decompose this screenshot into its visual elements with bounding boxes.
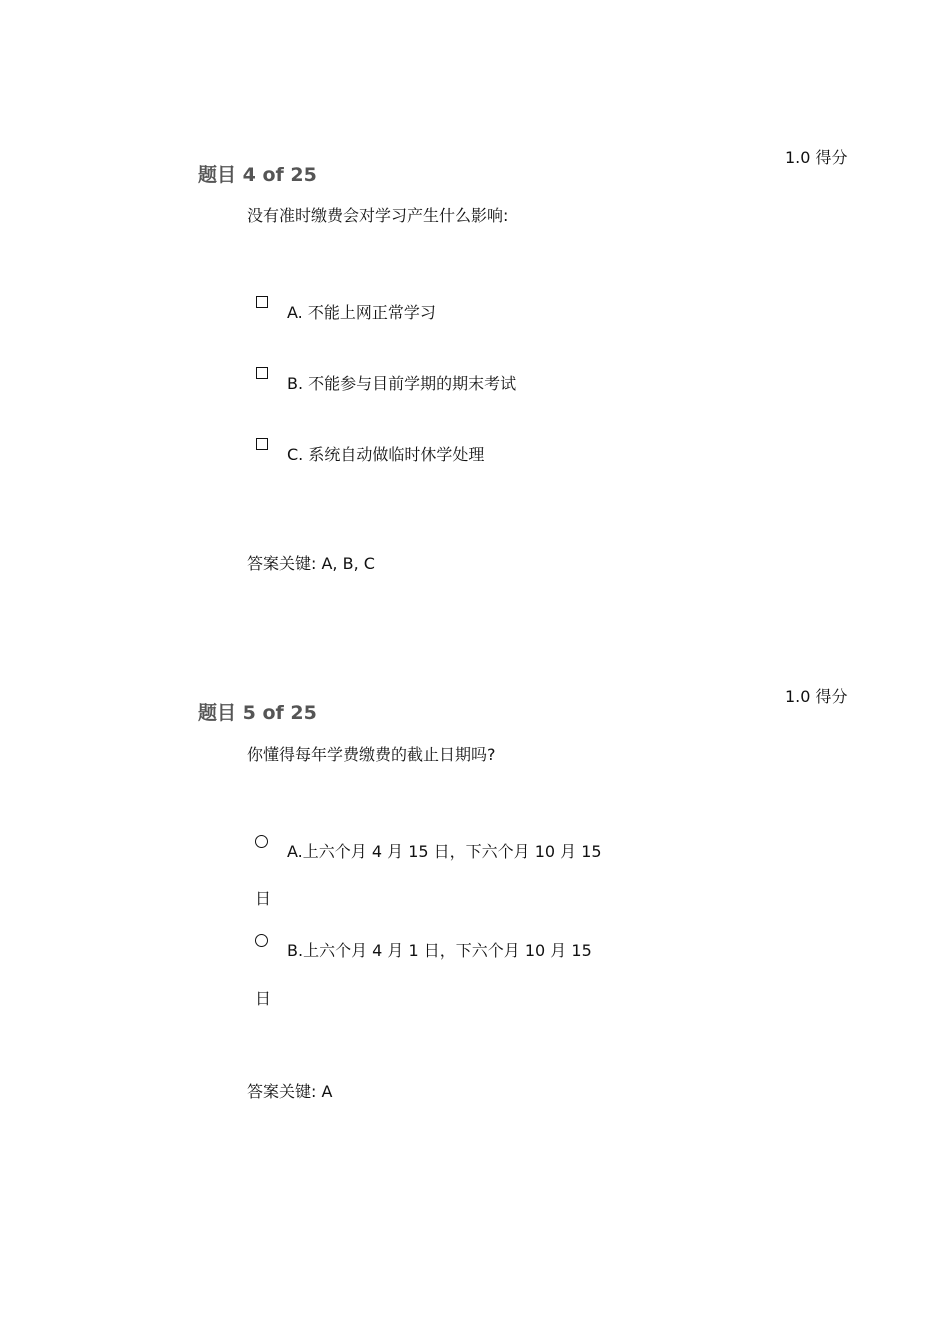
option-b-label[interactable]: B.上六个月 4 月 1 日，下六个月 10 月 15 xyxy=(287,941,592,960)
option-a-checkbox[interactable] xyxy=(256,296,268,308)
option-c-checkbox[interactable] xyxy=(256,438,268,450)
answer-key: 答案关键: A, B, C xyxy=(247,554,375,573)
option-a-label[interactable]: A.上六个月 4 月 15 日，下六个月 10 月 15 xyxy=(287,842,602,861)
option-b-checkbox[interactable] xyxy=(256,367,268,379)
question-text: 你懂得每年学费缴费的截止日期吗? xyxy=(247,745,496,764)
option-b-label[interactable]: B. 不能参与目前学期的期末考试 xyxy=(287,374,517,393)
option-c-label[interactable]: C. 系统自动做临时休学处理 xyxy=(287,445,485,464)
question-text: 没有准时缴费会对学习产生什么影响: xyxy=(247,206,509,225)
score-label: 1.0 得分 xyxy=(785,148,848,167)
answer-key: 答案关键: A xyxy=(247,1082,333,1101)
option-b-label-wrap: 日 xyxy=(255,989,272,1008)
option-b-radio[interactable] xyxy=(255,934,268,947)
option-a-label-wrap: 日 xyxy=(255,889,272,908)
score-label: 1.0 得分 xyxy=(785,687,848,706)
option-a-radio[interactable] xyxy=(255,835,268,848)
option-a-label[interactable]: A. 不能上网正常学习 xyxy=(287,303,436,322)
question-title: 题目 5 of 25 xyxy=(198,702,317,724)
question-title: 题目 4 of 25 xyxy=(198,164,317,186)
